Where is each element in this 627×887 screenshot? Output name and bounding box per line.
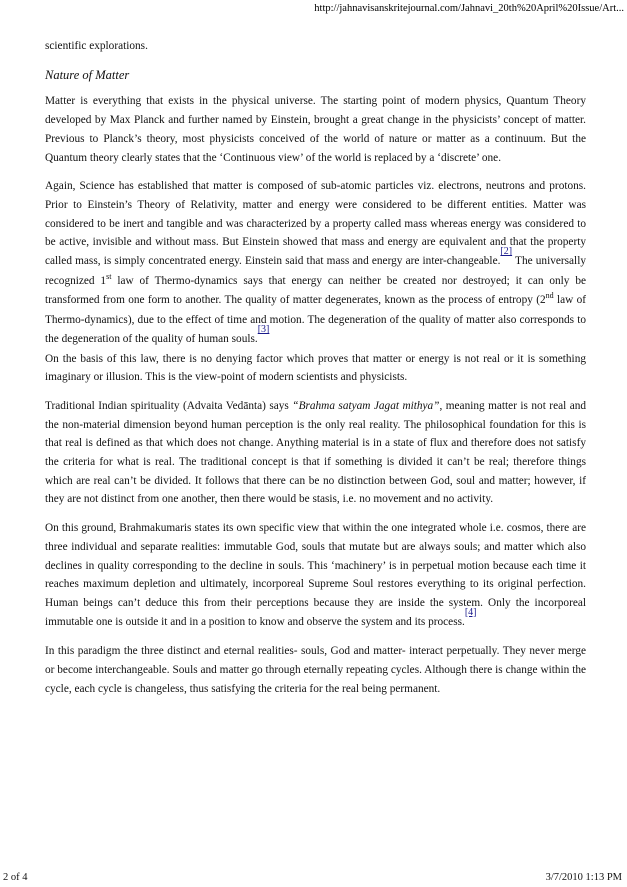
- print-timestamp: 3/7/2010 1:13 PM: [545, 872, 622, 883]
- page-url-header: http://jahnavisanskritejournal.com/Jahnavi_20th%20April%20Issue/Art...: [314, 3, 624, 14]
- paragraph-intro: scientific explorations.: [45, 40, 148, 52]
- paragraph-paradigm: In this paradigm the three distinct and eternal realities- souls, God and matter- interact perpetually. They never merge or become interchangeable. Souls and matter go through eternally repeating cycles. Although there is change within the cycle, each cycle is changeless, thus satisfying the criteria for the real being permanent.: [45, 645, 586, 695]
- footnote-link-4[interactable]: [4]: [464, 606, 477, 618]
- article-body: [45, 37, 586, 709]
- footnote-link-3[interactable]: [3]: [257, 323, 270, 335]
- paragraph-law-conclusion: On the basis of this law, there is no denying factor which proves that matter or energy is not real or it is something imaginary or illusion. This is the view-point of modern scientists and physicists.: [45, 352, 586, 384]
- superscript-st: st: [106, 271, 112, 281]
- page-number: 2 of 4: [3, 872, 28, 883]
- sanskrit-quote: “Brahma satyam Jagat mithya”: [292, 399, 440, 412]
- paragraph-particles: Again, Science has established that matter is composed of sub-atomic particles viz. electrons, neutrons and protons. Prior to Einstein’s Theory of Relativity, matter and energy were considered to be different entities. Matter was considered to be inert and tangible and was characterized by a property called mass whereas energy was considered to be active, invisible and without mass. But Einstein showed that mass and energy are equivalent and that the property called mass, is simply concentrated energy. Einstein said that mass and energy are inter-changeable.[2] The universally recognized 1st law of Thermo-dynamics says that energy can neither be created nor destroyed; it can only be transformed from one form to another. The quality of matter degenerates, known as the process of entropy (2nd law of Thermo-dynamics), due to the effect of time and motion. The degeneration of the quality of matter also corresponds to the degeneration of the quality of human souls.[3]: [45, 180, 586, 345]
- superscript-nd: nd: [545, 291, 554, 301]
- paragraph-matter-definition: Matter is everything that exists in the physical universe. The starting point of modern physics, Quantum Theory developed by Max Planck and further named by Einstein, brought a great change in the physicists’ concept of matter. Previous to Planck’s theory, most physicists conceived of the world of nature or matter as a continuum. But the Quantum theory clearly states that the ‘Continuous view’ of the world is replaced by a ‘discrete’ one.: [45, 95, 586, 164]
- section-heading: Nature of Matter: [45, 67, 130, 82]
- paragraph-advaita: Traditional Indian spirituality (Advaita Vedānta) says “Brahma satyam Jagat mithya”, meaning matter is not real and the non-material dimension beyond human perception is the only real reality. The philosophical foundation for this is that real is defined as that which does not change. Anything material is in a state of flux and therefore does not satisfy the criteria for what is real. The traditional concept is that if something is divided it can’t be real; therefore things which are real can’t be divided. It follows that there can be no distinction between God, soul and matter; however, if they are not distinct from one another, then there would be stasis, i.e. no movement and no activity.: [45, 399, 587, 506]
- footnote-link-2[interactable]: [2]: [500, 246, 513, 258]
- paragraph-brahmakumaris: On this ground, Brahmakumaris states its own specific view that within the one integrated whole i.e. cosmos, there are three individual and separate realities: immutable God, souls that mutate but are always souls; and matter which also declines in quality corresponding to the decline in souls. This ‘machinery’ is in perpetual motion because each time it reaches maximum depletion and ultimately, incorporeal Supreme Soul restores everything to its original perfection. Human beings can’t deduce this from their perceptions because they are inside the system. Only the incorporeal immutable one is outside it and in a position to know and observe the system and its process.[4]: [45, 522, 586, 628]
